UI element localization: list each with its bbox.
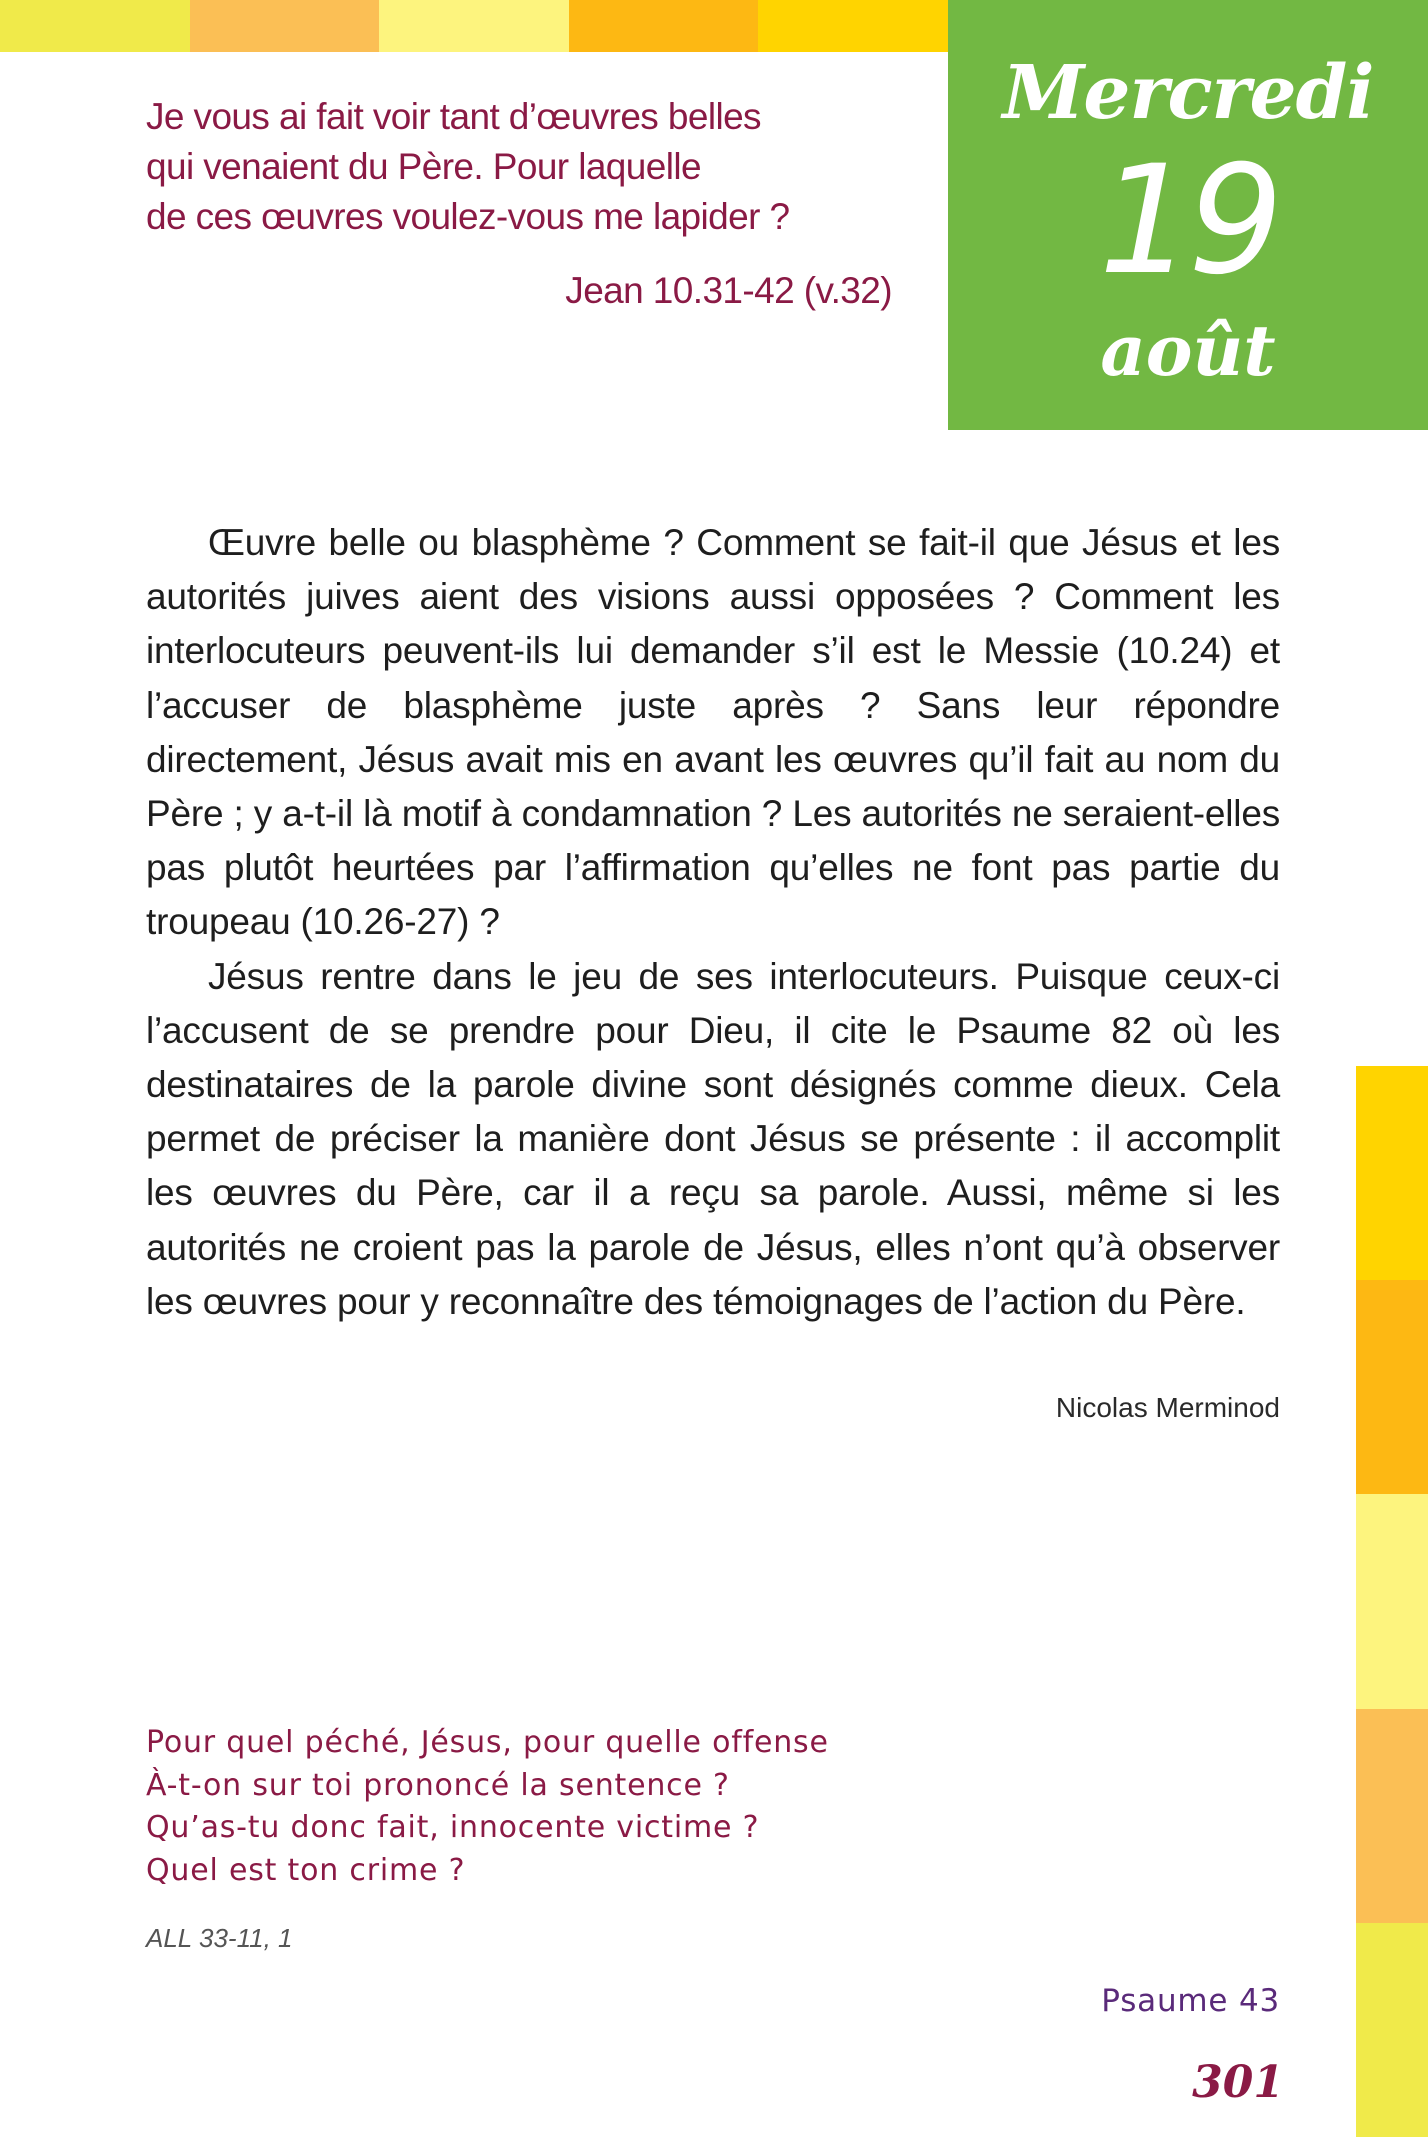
verse-reference: Jean 10.31-42 (v.32)	[565, 270, 892, 311]
date-day: 19	[1098, 134, 1278, 308]
hymn-line: Qu’as-tu donc fait, innocente victime ?	[146, 1810, 760, 1845]
hymn-line: Quel est ton crime ?	[146, 1852, 466, 1888]
stripe-segment	[569, 0, 759, 52]
side-color-tabs	[1356, 1066, 1428, 2137]
meditation-text	[146, 516, 1280, 1329]
verse-line: qui venaient du Père. Pour laquelle	[146, 146, 701, 187]
date-block	[948, 0, 1428, 430]
author-name: Nicolas Merminod	[1055, 1392, 1280, 1423]
stripe-segment	[758, 0, 948, 52]
side-tab	[1356, 1494, 1428, 1708]
psalm-reference: Psaume 43	[1101, 1983, 1280, 2019]
top-color-stripe	[0, 0, 948, 52]
verse-line: de ces œuvres voulez-vous me lapider ?	[146, 196, 790, 237]
stripe-segment	[0, 0, 190, 52]
body-paragraph: Œuvre belle ou blasphème ? Comment se fait-il que Jésus et les autorités juives aient des visions aussi opposées ? Comment les interlocuteurs peuvent-ils lui demander s’il est le Messie (10.24) et l’accuser de blasphème juste après ? Sans leur répondre directement, Jésus avait mis en avant les œuvres qu’il fait au nom du Père ; y a-t-il là motif à condamnation ? Les autorités ne seraient-elles pas plutôt heurtées par l’affirmation qu’elles ne font pas partie du troupeau (10.26-27) ?	[146, 522, 1280, 943]
stripe-segment	[379, 0, 569, 52]
verse-line: Je vous ai fait voir tant d’œuvres belles	[146, 96, 761, 137]
body-paragraph: Jésus rentre dans le jeu de ses interlocuteurs. Puisque ceux-ci l’accusent de se prendre pour Dieu, il cite le Psaume 82 où les destinataires de la parole divine sont désignés comme dieux. Cela permet de préciser la manière dont Jésus se présente : il accomplit les œuvres du Père, car il a reçu sa parole. Aussi, même si les autorités ne croient pas la parole de Jésus, elles n’ont qu’à observer les œuvres pour y reconnaître des témoignages de l’action du Père.	[146, 955, 1280, 1322]
side-tab	[1356, 1923, 1428, 2137]
bible-verse	[146, 92, 926, 242]
date-month: août	[1100, 309, 1276, 392]
hymn-line: À-t-on sur toi prononcé la sentence ?	[146, 1767, 730, 1803]
hymn-stanza	[146, 1722, 1046, 1892]
side-tab	[1356, 1066, 1428, 1280]
stripe-segment	[190, 0, 380, 52]
page-number: 301	[1192, 2057, 1284, 2108]
date-weekday: Mercredi	[1002, 50, 1374, 136]
hymn-line: Pour quel péché, Jésus, pour quelle offense	[146, 1725, 829, 1760]
side-tab	[1356, 1709, 1428, 1923]
hymn-reference: ALL 33-11, 1	[146, 1923, 293, 1953]
side-tab	[1356, 1280, 1428, 1494]
